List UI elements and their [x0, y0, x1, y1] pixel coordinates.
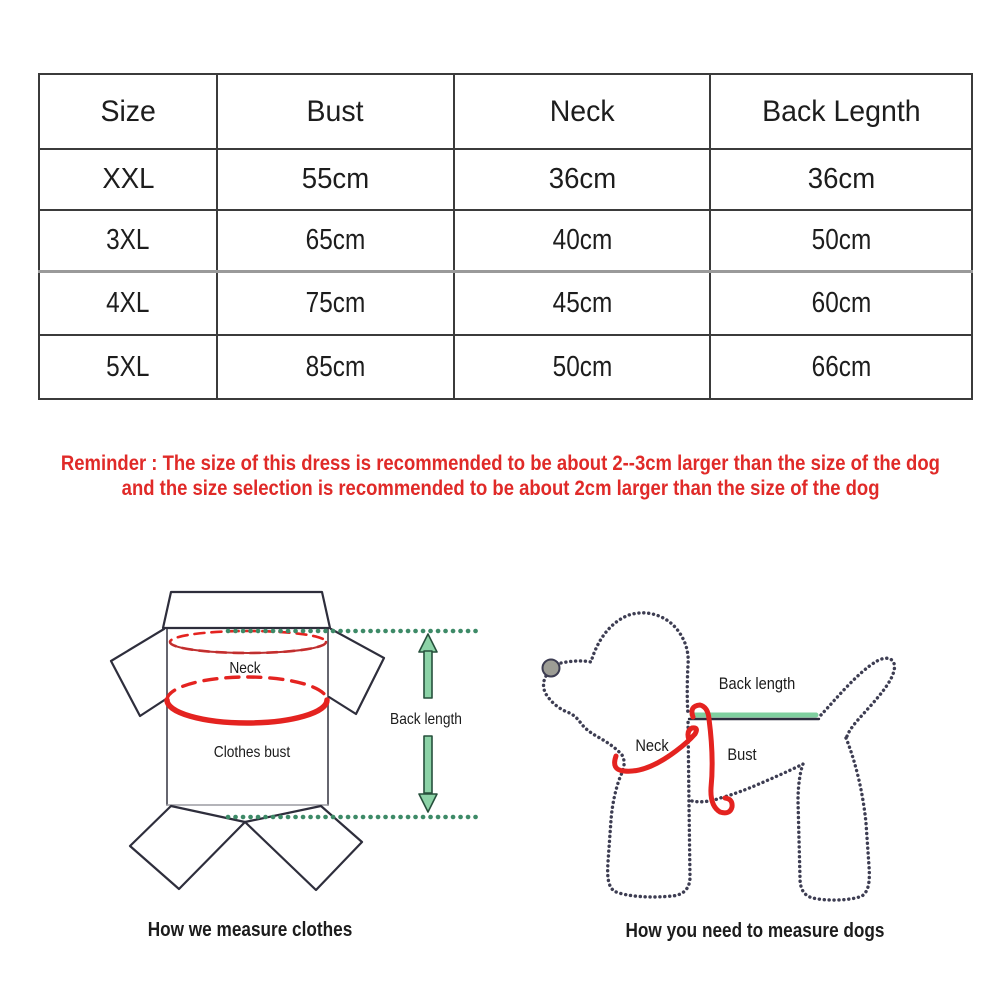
garment-bust-label: Clothes bust	[213, 744, 291, 761]
header-bust: Bust	[217, 74, 454, 149]
arrow-head-down	[419, 794, 437, 812]
reminder-line-2: and the size selection is recommended to be about 2cm larger than the size of the dog	[121, 477, 880, 500]
dog-belly	[692, 797, 723, 802]
garment-diagram	[111, 592, 478, 890]
dog-head-outline	[561, 613, 688, 714]
dog-outline	[544, 613, 895, 900]
cell-neck: 50cm	[454, 335, 710, 399]
arrow-shaft-upper	[424, 651, 432, 698]
cell-bust: 85cm	[217, 335, 454, 399]
arrow-shaft-lower	[424, 736, 432, 793]
dog-back-length-label: Back length	[718, 674, 796, 693]
header-neck: Neck	[454, 74, 710, 149]
dog-tail	[821, 658, 895, 740]
garment-left-sleeve	[111, 629, 166, 716]
garment-collar	[163, 592, 330, 628]
cell-size: 5XL	[39, 335, 217, 399]
dog-neck-label: Neck	[635, 736, 669, 755]
garment-neck-ellipse-bottom	[170, 642, 326, 653]
header-back-length: Back Legnth	[710, 74, 972, 149]
header-size: Size	[39, 74, 217, 149]
dog-diagram-caption: How you need to measure dogs	[625, 920, 885, 942]
cell-size: XXL	[39, 149, 217, 210]
dog-diagram	[543, 613, 895, 900]
cell-back-length: 60cm	[710, 271, 972, 335]
garment-bust-ellipse-top	[167, 677, 327, 700]
cell-neck: 45cm	[454, 271, 710, 335]
garment-bust-ellipse-bottom	[167, 700, 327, 723]
cell-neck: 36cm	[454, 149, 710, 210]
cell-bust: 55cm	[217, 149, 454, 210]
cell-bust: 65cm	[217, 210, 454, 271]
cell-size: 4XL	[39, 271, 217, 335]
cell-bust: 75cm	[217, 271, 454, 335]
cell-back-length: 50cm	[710, 210, 972, 271]
garment-neck-label: Neck	[229, 660, 261, 677]
cell-neck: 40cm	[454, 210, 710, 271]
cell-back-length: 36cm	[710, 149, 972, 210]
arrow-head-up	[419, 634, 437, 652]
garment-back-length-label: Back length	[390, 711, 462, 728]
dog-bust-label: Bust	[727, 745, 757, 764]
cell-size: 3XL	[39, 210, 217, 271]
garment-right-sleeve	[329, 629, 384, 714]
reminder-line-1: Reminder : The size of this dress is recommended to be about 2--3cm larger than the size of the dog	[60, 452, 940, 475]
cell-back-length: 66cm	[710, 335, 972, 399]
dog-muzzle-chest-frontleg	[544, 676, 690, 897]
clothes-diagram-caption: How we measure clothes	[147, 919, 353, 941]
dog-nose	[543, 660, 560, 677]
